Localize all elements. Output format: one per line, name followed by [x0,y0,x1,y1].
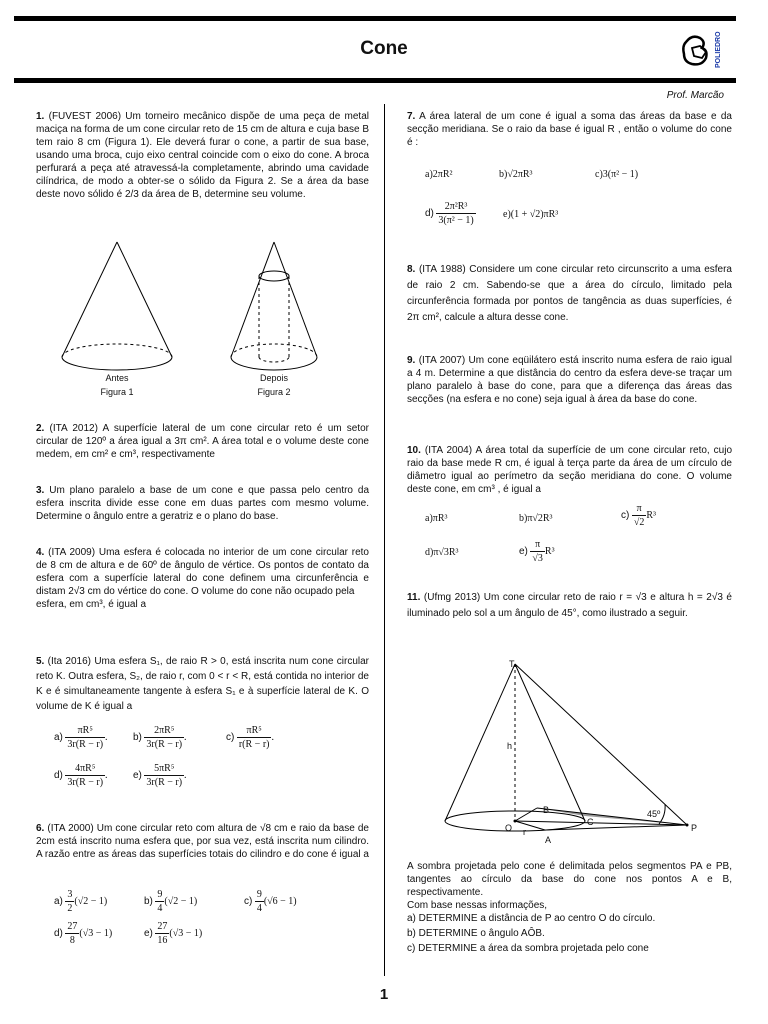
label-A: A [545,835,552,845]
question-number: 8. [407,264,416,275]
column-divider [384,104,385,976]
figure-1-caption-top: Antes [105,373,129,383]
question-number: 6. [36,823,45,834]
q11-figure [437,658,727,846]
question-9 [407,354,732,406]
question-text: (ITA 2000) Um cone circular reto com altura de √8 cm e raio da base de 2cm está inscrito numa esfera que, por sua vez, está inscrita num cilindro. A razão entre as áreas das superfícies totais do cilindro e do cone é igual a [36,823,369,860]
question-text: (ITA 1988) Considere um cone circular reto circunscrito a uma esfera de raio 2 cm. Sabendo-se que a área do círculo, limitado pela circunferência formada por pontos de tangência as duas superfícies, é 2π cm², calcule a altura desse cone. [407,264,732,323]
q10-option-d[interactable]: d)π√3R³ [425,547,459,558]
label-T: T [509,659,515,669]
logo-text: POLIEDRO [715,31,722,68]
question-3 [36,484,369,523]
question-number: 1. [36,111,45,122]
q10-option-c[interactable]: c) $\frac{\pi}{√2}$ R³ [621,503,657,528]
question-5 [36,654,369,714]
label-C: C [587,817,594,827]
question-text: Um plano paralelo a base de um cone e que passa pelo centro da esfera inscrita divide esse cone em duas partes com mesmo volume. Determine o ângulo entre a geratriz e o plano do base. [36,485,370,522]
question-intro: Com base nessas informações, [407,900,548,911]
q7-option-c[interactable]: c)3(π² − 1) [595,169,639,180]
q5-option-c[interactable]: c) $\frac{\text{πR⁵}}{r(R - r)}$ . [226,725,274,750]
header-top-rule [14,16,736,21]
question-number: 7. [407,111,416,122]
q6-option-b[interactable]: b) $\frac{9}{4}$ (√2 − 1) [144,889,198,914]
q5-option-a[interactable]: a) $\frac{\text{πR⁵}}{3r(R - r)}$ . [54,725,108,750]
header-bottom-rule [14,78,736,83]
question-11-continuation [407,860,732,955]
poliedro-logo [680,28,728,74]
figure-1-caption: Figura 1 [100,387,134,397]
item-b: b) DETERMINE o ângulo AÔB. [407,928,545,939]
question-text: (Ufmg 2013) Um cone circular reto de raio r = √3 e altura h = 2√3 é iluminado pelo sol a um ângulo de 45°, como ilustrado a seguir. [407,592,732,619]
question-number: 3. [36,485,45,496]
q6-option-e[interactable]: e) $\frac{27}{16}$ (√3 − 1) [144,921,203,946]
q10-option-b[interactable]: b)π√2R³ [519,513,553,524]
figure-2-caption-top: Depois [259,373,288,383]
author: Prof. Marcão [666,90,724,101]
question-4 [36,546,369,611]
q5-option-b[interactable]: b) $\frac{\text{2πR⁵}}{3r(R - r)}$ . [133,725,187,750]
item-c: c) DETERMINE a área da sombra projetada pelo cone [407,943,649,954]
q6-option-a[interactable]: a) $\frac{3}{2}$ (√2 − 1) [54,889,108,914]
right-column [407,110,732,970]
question-text: (FUVEST 2006) Um torneiro mecânico dispõe de uma peça de metal maciça na forma de um cone circular reto de 15 cm de altura e cuja base B tem raio 8 cm (Figura 1). Ele deverá furar o cone, a partir de sua base, usando uma broca, cujo eixo central coincide com o eixo do cone. A broca perfurará a peça até atravessá-la completamente, abrindo uma cavidade cilíndrica, de modo a obter-se o sólido da Figura 2. Se a área da base deste novo sólido é 2/3 da área de B, determine seu volume. [36,111,369,200]
label-B: B [543,805,550,815]
question-text: A área lateral de um cone é igual a soma das áreas da base e da secção meridiana. Se o raio da base é igual R , então o volume do cone é : [407,111,732,148]
question-number: 10. [407,445,421,456]
question-text: (Ita 2016) Uma esfera S₁, de raio R > 0, está inscrita num cone circular reto K. Outra esfera, S₂, de raio r, com 0 < r < R, está contida no interior de K e é simultaneamente tangente à esfera S₁ e à superfície lateral de K. O volume de K é igual a [36,656,370,712]
question-number: 9. [407,355,416,366]
question-text-cont: esfera, em cm³, é igual a [36,599,147,610]
q5-option-e[interactable]: e) $\frac{\text{5πR⁵}}{3r(R - r)}$ . [133,763,187,788]
q5-option-d[interactable]: d) $\frac{\text{4πR⁵}}{3r(R - r)}$ . [54,763,108,788]
question-11 [407,590,732,622]
q10-option-e[interactable]: e) $\frac{\pi}{√3}$ R³ [519,539,555,564]
q6-option-d[interactable]: d) $\frac{27}{8}$ (√3 − 1) [54,921,113,946]
q6-option-c[interactable]: c) $\frac{9}{4}$ (√6 − 1) [244,889,297,914]
label-O: O [505,823,513,833]
label-h: h [507,741,513,751]
label-r: r [523,827,526,837]
q7-option-b[interactable]: b)√2πR³ [499,169,533,180]
question-text: (ITA 2007) Um cone eqüilátero está inscrito numa esfera de raio igual a 4 m. Determine a que distância do centro da esfera deve-se traçar um plano paralelo à base do cone, para que a diferença das áreas das secções (na esfera e no cone) seja igual à área da base do cone. [407,355,733,405]
question-number: 11. [407,592,421,603]
question-text: (ITA 2009) Uma esfera é colocada no interior de um cone circular reto de 8 cm de altura e de 60º de ângulo de vértice. Os pontos de contato da esfera com a superfície lateral do cone definem uma circunferência e distam 2√3 cm do vértice do cone. O volume do cone não ocupado pela [36,547,369,597]
question-10 [407,444,732,496]
question-1 [36,110,369,201]
question-6 [36,822,369,861]
question-2 [36,422,369,461]
left-column [36,110,369,960]
label-P: P [691,823,698,833]
label-angle: 45º [647,809,661,819]
question-number: 2. [36,423,45,434]
q7-option-d[interactable]: d) $\frac{\text{2π²R³}}{\text{3(π² − 1)}}$ [425,201,474,226]
q7-option-a[interactable]: a)2πR² [425,169,453,180]
q7-option-e[interactable]: e)(1 + √2)πR³ [503,209,559,220]
question-text: (ITA 2004) A área total da superfície de um cone circular reto, cujo raio da base mede R cm, é igual à terça parte da área de um círculo de diâmetro igual ao perímetro da seção meridiana do cone. O volume deste cone, em cm³ , é igual a [407,445,733,495]
question-number: 4. [36,547,45,558]
question-8 [407,262,732,326]
q10-option-a[interactable]: a)πR³ [425,513,448,524]
page-title: Cone [360,38,408,59]
question-7 [407,110,732,149]
item-a: a) DETERMINE a distância de P ao centro O do círculo. [407,913,656,924]
figure-2-caption: Figura 2 [257,387,291,397]
question-text: (ITA 2012) A superfície lateral de um cone circular reto é um setor circular de 120º a área igual a 3π cm². A área total e o volume deste cone medem, em cm² e cm³, respectivamente [36,423,370,460]
question-number: 5. [36,656,45,667]
question-text: A sombra projetada pelo cone é delimitada pelos segmentos PA e PB, tangentes ao círculo da base do cone nos pontos A e B, respectivamente. [407,861,732,898]
page-number: 1 [379,986,389,1003]
